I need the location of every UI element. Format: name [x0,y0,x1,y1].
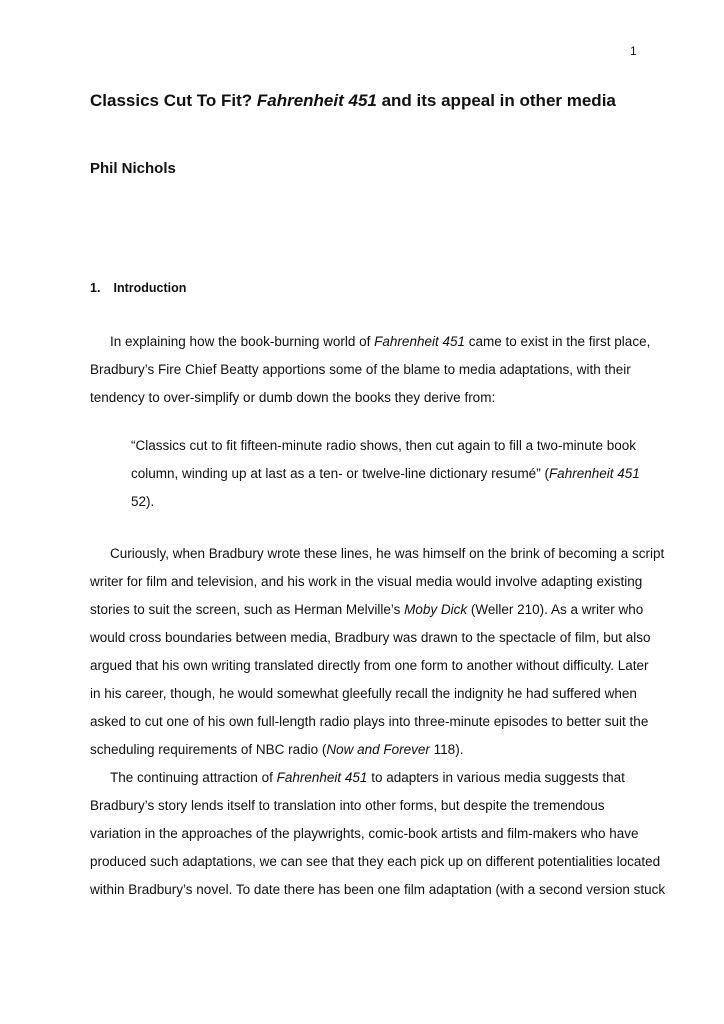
paragraph-3 [90,764,666,904]
paragraph-2-line [90,736,660,764]
paragraph-2-line: asked to cut one of his own full-length radio plays into three-minute episodes to better suit the [90,714,649,729]
text-run: to adapters in various media suggests that [367,770,625,785]
text-run: 118). [429,742,464,757]
paragraph-1-line [90,328,660,356]
paragraph-1-line: Bradbury’s Fire Chief Beatty apportions some of the blame to media adaptations, with their [90,362,631,377]
author-name: Phil Nichols [90,160,176,177]
paper-title [90,91,670,111]
block-quote [131,432,651,516]
paragraph-3-line [90,764,660,792]
paragraph-2-line: argued that his own writing translated directly from one form to another without difficulty. Later [90,658,649,673]
italic-run: Fahrenheit 451 [374,334,465,349]
paragraph-2-line: would cross boundaries between media, Bradbury was drawn to the spectacle of film, but also [90,630,651,645]
paragraph-2-line: Curiously, when Bradbury wrote these lines, he was himself on the brink of becoming a script [110,546,665,561]
paragraph-3-line: variation in the approaches of the playwrights, comic-book artists and film-makers who have [90,826,639,841]
title-italic-book: Fahrenheit 451 [256,91,377,110]
paragraph-1-line: tendency to over-simplify or dumb down the books they derive from: [90,390,496,405]
quote-line: 52). [131,494,155,509]
quote-line [131,460,651,488]
italic-run: Fahrenheit 451 [276,770,368,785]
section-number: 1. [90,281,101,295]
text-run: column, winding up at last as a ten- or twelve-line dictionary resumé” ( [131,466,549,481]
italic-run: Now and Forever [326,742,430,757]
paragraph-3-line: Bradbury’s story lends itself to translation into other forms, but despite the tremendous [90,798,605,813]
text-run: stories to suit the screen, such as Herman Melville’s [90,602,405,617]
text-run: In explaining how the book-burning world of [110,334,375,349]
paragraph-2-line: in his career, though, he would somewhat gleefully recall the indignity he had suffered when [90,686,637,701]
page-number: 1 [630,44,637,58]
italic-run: Fahrenheit 451 [548,466,640,481]
text-run: came to exist in the first place, [465,334,651,349]
section-heading [90,281,186,295]
title-part-1: Classics Cut To Fit? [90,91,257,110]
quote-line: “Classics cut to fit fifteen-minute radio shows, then cut again to fill a two-minute book [131,438,636,453]
text-run: The continuing attraction of [110,770,277,785]
paragraph-3-line: produced such adaptations, we can see that they each pick up on different potentialities located [90,854,661,869]
text-run: (Weller 210). As a writer who [467,602,644,617]
paragraph-2-line: writer for film and television, and his work in the visual media would involve adapting existing [90,574,643,589]
italic-run: Moby Dick [404,602,468,617]
paragraph-1 [90,328,660,412]
paragraph-2-line [90,596,660,624]
paragraph-3-line: within Bradbury’s novel. To date there has been one film adaptation (with a second version stuck [90,882,666,897]
title-part-2: and its appeal in other media [376,91,616,110]
section-label: Introduction [113,281,187,295]
paragraph-2 [90,540,665,764]
text-run: scheduling requirements of NBC radio ( [90,742,327,757]
